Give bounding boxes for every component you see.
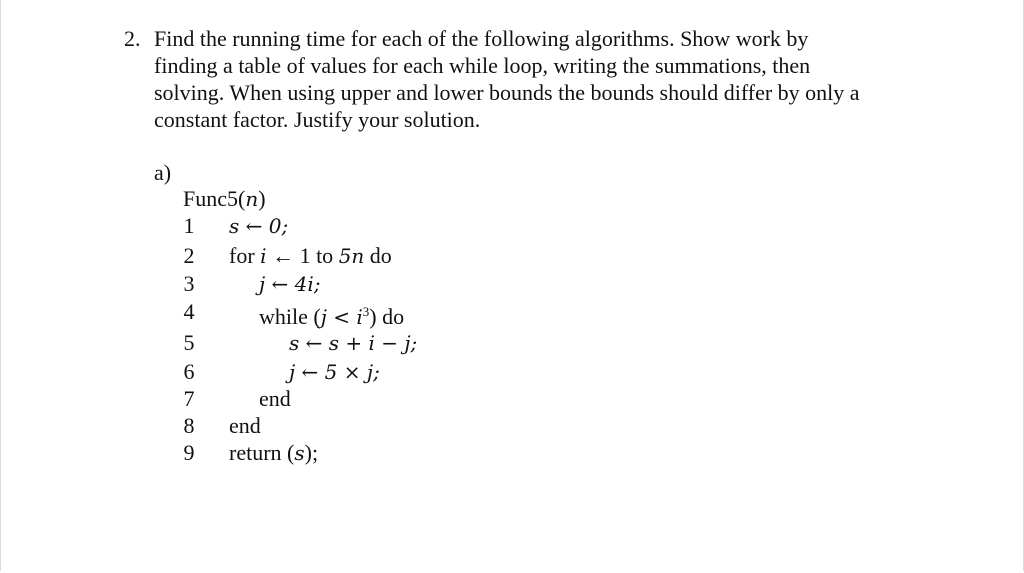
line-number: 8 (183, 413, 195, 438)
code-keyword: return ( (229, 440, 295, 465)
code-expression: j < i (320, 305, 363, 329)
code-keyword: do (364, 243, 392, 268)
question-line: finding a table of values for each while loop, writing the summations, then (154, 53, 811, 78)
line-number: 5 (183, 330, 195, 355)
code-line-4 (0, 298, 600, 329)
code-text: j ← 4i; (259, 272, 321, 296)
line-number: 3 (183, 271, 195, 296)
line-number: 6 (183, 359, 195, 384)
code-line-8 (0, 412, 600, 440)
line-number: 1 (183, 213, 195, 238)
code-line-9 (0, 439, 600, 467)
code-text-part: ); (304, 440, 319, 465)
code-variable: i (260, 244, 267, 268)
code-line-1 (0, 212, 600, 240)
question-line: solving. When using upper and lower bounds the bounds should differ by only a (154, 80, 860, 105)
question-line: Find the running time for each of the following algorithms. Show work by (154, 26, 809, 51)
line-number: 7 (183, 386, 195, 411)
code-text (229, 242, 392, 270)
question-text (154, 25, 914, 133)
code-line-3 (0, 270, 600, 298)
line-number: 4 (183, 299, 195, 324)
function-signature (183, 186, 266, 212)
code-text: end (259, 386, 291, 411)
code-text (229, 439, 318, 467)
line-number: 2 (183, 243, 195, 268)
code-text-part: ← 1 to (266, 243, 339, 268)
line-number: 9 (183, 440, 195, 465)
code-text (259, 298, 404, 331)
code-keyword: for (229, 243, 261, 268)
function-name: Func5( (183, 186, 246, 211)
code-keyword: while ( (259, 304, 321, 329)
part-label: a) (154, 160, 172, 185)
code-variable: s (294, 441, 305, 465)
code-line-5 (0, 329, 600, 357)
code-keyword: ) do (369, 304, 405, 329)
question-number: 2. (124, 26, 141, 51)
code-line-6 (0, 358, 600, 386)
function-close-paren: ) (258, 186, 266, 211)
code-text: j ← 5 × j; (289, 360, 380, 384)
code-line-2 (0, 242, 600, 270)
code-text: end (229, 413, 261, 438)
function-parameter: n (245, 187, 259, 211)
question-line: constant factor. Justify your solution. (154, 107, 481, 132)
code-exponent: 3 (362, 304, 370, 319)
code-text: s ← s + i − j; (289, 331, 418, 355)
code-expression: 5n (338, 244, 365, 268)
code-line-7 (0, 385, 600, 413)
code-text: s ← 0; (229, 214, 289, 238)
